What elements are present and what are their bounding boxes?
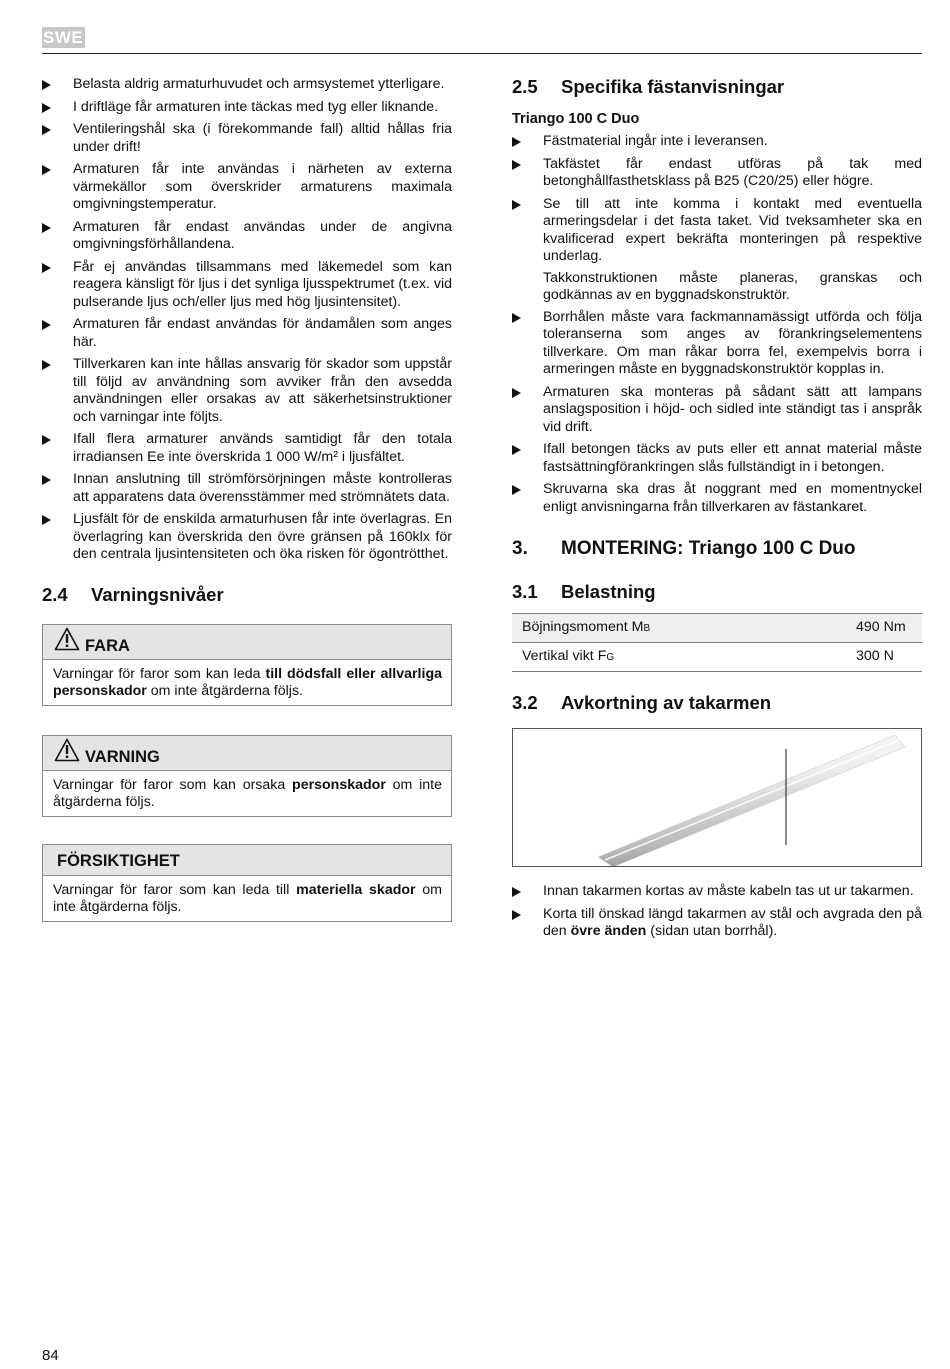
bullet-arrow-icon	[512, 160, 521, 170]
varning-box-header	[43, 736, 451, 771]
warning-triangle-icon	[54, 627, 80, 651]
bullet-arrow-icon	[42, 263, 51, 273]
forsiktighet-box-header	[43, 845, 451, 876]
fara-box-header	[43, 625, 451, 660]
list-item: Armaturen får endast användas för ändamålen som anges här.	[42, 316, 452, 351]
warning-triangle-icon	[54, 738, 80, 762]
forsiktighet-box	[42, 844, 452, 922]
list-item: Armaturen ska monteras på sådant sätt att lampans anslagsposition i höjd- och sidled inte ständigt tas i anspråk vid drift.	[512, 384, 922, 437]
varning-text: Varningar för faror som kan orsaka personskador om inte åtgärderna följs.	[53, 776, 442, 810]
varning-box	[42, 735, 452, 817]
bullet-arrow-icon	[42, 165, 51, 175]
fara-text: Varningar för faror som kan leda till dödsfall eller allvarliga personskador om inte åtgärderna följs.	[53, 665, 442, 699]
bullet-arrow-icon	[512, 887, 521, 897]
ceiling-arm-figure	[512, 728, 922, 867]
bullet-arrow-icon	[42, 103, 51, 113]
bullet-arrow-icon	[512, 485, 521, 495]
list-item: Innan anslutning till strömförsörjningen måste kontrolleras att apparatens data överensstämmer med strömnätets data.	[42, 471, 452, 506]
mounting-bullet-list-b	[512, 309, 922, 517]
list-item: Ventileringshål ska (i förekommande fall) alltid hållas fria under drift!	[42, 121, 452, 156]
list-item: Ljusfält för de enskilda armaturhusen får inte överlagras. En överlagring kan överskrida den övre gränsen på 160klx för den centrala ljusintensiteten och öka risken för ögontrötthet.	[42, 511, 452, 564]
list-item: Armaturen får endast användas under de angivna omgivningsförhållandena.	[42, 219, 452, 254]
bullet-arrow-icon	[512, 445, 521, 455]
table-row	[512, 643, 922, 672]
bullet-arrow-icon	[42, 475, 51, 485]
continuation-paragraph: Takkonstruktionen måste planeras, granskas och godkännas av en byggnadskonstruktör.	[543, 269, 922, 303]
ceiling-arm-illustration	[513, 729, 921, 866]
table-cell-label: Böjningsmoment MB	[512, 614, 846, 643]
shortening-bullet-list	[512, 883, 922, 941]
list-item: Ifall betongen täcks av puts eller ett annat material måste fastsättningförankringen slås fullständigt in i betongen.	[512, 441, 922, 476]
list-item: Armaturen får inte användas i närheten av externa värmekällor som överskrider armaturens maximala omgivningstemperatur.	[42, 161, 452, 214]
safety-bullet-list	[42, 76, 452, 564]
list-item: Får ej användas tillsammans med läkemedel som kan reagera känsligt för ljus i det synliga ljusspektrumet (t.ex. vid pulserande ljus och/eller ljus med hög ljusintensitet).	[42, 259, 452, 312]
bullet-arrow-icon	[42, 320, 51, 330]
table-cell-value: 490 Nm	[846, 614, 922, 643]
bullet-arrow-icon	[512, 200, 521, 210]
page-number: 84	[42, 1347, 59, 1364]
bullet-arrow-icon	[42, 360, 51, 370]
bullet-arrow-icon	[42, 515, 51, 525]
bullet-arrow-icon	[512, 137, 521, 147]
list-item: Korta till önskad längd takarmen av stål och avgrada den på den övre änden (sidan utan borrhål).	[512, 906, 922, 941]
load-table	[512, 613, 922, 672]
list-item: Borrhålen måste vara fackmannamässigt utförda och följa toleranserna som anges av förankringselementens tillverkare. Om man råkar borra fel, exempelvis borra i armeringen måste en byggnadskonstruktör kopplas in.	[512, 309, 922, 379]
bullet-arrow-icon	[42, 435, 51, 445]
fara-title: FARA	[85, 636, 130, 655]
section-3-heading: 3. MONTERING: Triango 100 C Duo	[512, 538, 856, 559]
section-2-4-heading: 2.4 Varningsnivåer	[42, 583, 224, 605]
forsiktighet-text: Varningar för faror som kan leda till materiella skador om inte åtgärderna följs.	[53, 881, 442, 915]
list-item: Fästmaterial ingår inte i leveransen.	[512, 133, 922, 151]
table-cell-label: Vertikal vikt FG	[512, 643, 846, 672]
language-label: SWE	[43, 28, 84, 47]
section-3-1-heading: 3.1 Belastning	[512, 581, 656, 602]
list-item: Ifall flera armaturer används samtidigt får den totala irradiansen Ee inte överskrida 1 000 W/m² i ljusfältet.	[42, 431, 452, 466]
list-item: Skruvarna ska dras åt noggrant med en momentnyckel enligt anvisningarna från tillverkaren av fästankaret.	[512, 481, 922, 516]
list-item: Belasta aldrig armaturhuvudet och armsystemet ytterligare.	[42, 76, 452, 94]
bullet-arrow-icon	[512, 388, 521, 398]
list-item: I driftläge får armaturen inte täckas med tyg eller liknande.	[42, 99, 452, 117]
forsiktighet-title: FÖRSIKTIGHET	[57, 851, 180, 870]
mounting-bullet-list-a	[512, 133, 922, 266]
bullet-arrow-icon	[42, 80, 51, 90]
table-cell-value: 300 N	[846, 643, 922, 672]
section-2-5-heading: 2.5 Specifika fästanvisningar	[512, 76, 785, 97]
bullet-arrow-icon	[512, 910, 521, 920]
product-heading: Triango 100 C Duo	[512, 111, 640, 127]
left-column	[42, 76, 452, 922]
table-row	[512, 614, 922, 643]
bullet-arrow-icon	[42, 223, 51, 233]
bullet-arrow-icon	[512, 313, 521, 323]
right-column	[512, 76, 922, 946]
list-item: Se till att inte komma i kontakt med eventuella armeringsdelar i det fasta taket. Vid tveksamheter ska en kvalificerad expert bekräfta monteringen på respektive underlag.	[512, 196, 922, 266]
page-header	[42, 27, 922, 54]
list-item: Tillverkaren kan inte hållas ansvarig för skador som uppstår till följd av användning som avviker från den avsedda användningen eller orsakas av att säkerhetsinstruktioner och varningar inte följts.	[42, 356, 452, 426]
list-item: Takfästet får endast utföras på tak med betonghållfasthetsklass på B25 (C20/25) eller högre.	[512, 156, 922, 191]
section-3-2-heading: 3.2 Avkortning av takarmen	[512, 692, 772, 713]
varning-title: VARNING	[85, 747, 160, 766]
bullet-arrow-icon	[42, 125, 51, 135]
fara-box	[42, 624, 452, 706]
list-item: Innan takarmen kortas av måste kabeln tas ut ur takarmen.	[512, 883, 922, 901]
